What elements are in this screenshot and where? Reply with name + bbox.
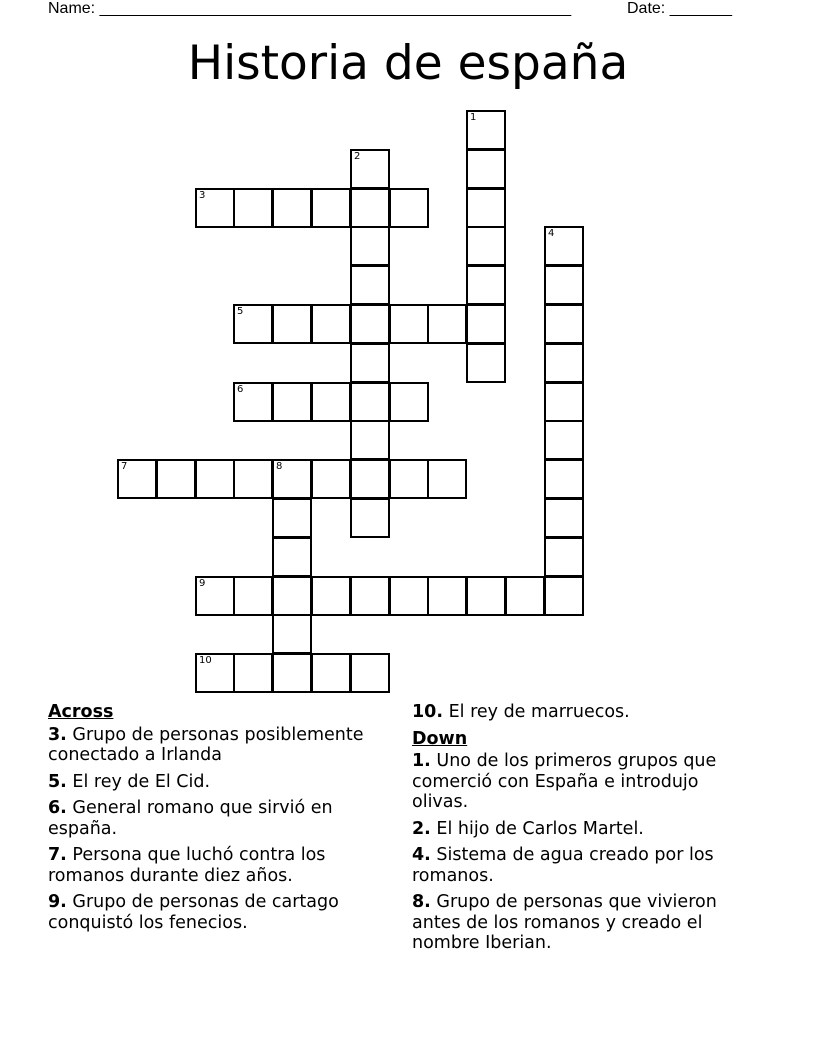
crossword-cell[interactable] [272, 653, 312, 693]
clue-text: El rey de El Cid. [72, 771, 211, 792]
cell-number: 3 [199, 190, 206, 201]
crossword-cell[interactable] [544, 343, 584, 383]
crossword-cell[interactable] [311, 304, 351, 344]
clue-down-8 [412, 892, 757, 954]
crossword-cell[interactable] [466, 110, 506, 150]
clue-across-6 [48, 798, 398, 839]
cell-number: 9 [199, 578, 206, 589]
across-heading: Across [48, 702, 114, 722]
crossword-cell[interactable] [350, 459, 390, 499]
crossword-cell[interactable] [350, 343, 390, 383]
clue-text: Persona que luchó contra los romanos durante diez años. [48, 845, 326, 886]
clue-across-9 [48, 892, 398, 933]
crossword-cell[interactable] [544, 498, 584, 538]
crossword-cell[interactable] [272, 459, 312, 499]
crossword-cell[interactable] [350, 498, 390, 538]
clue-across-7 [48, 845, 398, 886]
crossword-cell[interactable] [195, 576, 235, 616]
crossword-cell[interactable] [350, 576, 390, 616]
crossword-cell[interactable] [466, 576, 506, 616]
cell-number: 2 [354, 151, 361, 162]
cell-number: 10 [199, 655, 212, 666]
crossword-cell[interactable] [272, 382, 312, 422]
crossword-cell[interactable] [389, 304, 429, 344]
crossword-cell[interactable] [350, 382, 390, 422]
crossword-cell[interactable] [272, 614, 312, 654]
crossword-cell[interactable] [466, 188, 506, 228]
clue-down-4 [412, 845, 757, 886]
crossword-cell[interactable] [311, 653, 351, 693]
crossword-cell[interactable] [466, 304, 506, 344]
clue-number: 7. [48, 845, 67, 865]
crossword-cell[interactable] [233, 188, 273, 228]
crossword-cell[interactable] [389, 188, 429, 228]
crossword-cell[interactable] [195, 653, 235, 693]
down-heading: Down [412, 728, 468, 749]
crossword-cell[interactable] [466, 343, 506, 383]
crossword-cell[interactable] [466, 226, 506, 266]
crossword-cell[interactable] [311, 382, 351, 422]
clue-number: 8. [412, 892, 431, 912]
clue-text: El hijo de Carlos Martel. [436, 818, 644, 839]
cell-number: 1 [470, 112, 477, 123]
cell-number: 5 [237, 306, 244, 317]
crossword-cell[interactable] [233, 459, 273, 499]
crossword-cell[interactable] [272, 576, 312, 616]
crossword-cell[interactable] [195, 188, 235, 228]
crossword-cell[interactable] [350, 653, 390, 693]
crossword-cell[interactable] [272, 537, 312, 577]
crossword-cell[interactable] [544, 420, 584, 460]
crossword-cell[interactable] [389, 382, 429, 422]
crossword-cell[interactable] [544, 265, 584, 305]
crossword-cell[interactable] [350, 265, 390, 305]
crossword-cell[interactable] [272, 498, 312, 538]
crossword-cell[interactable] [466, 265, 506, 305]
crossword-cell[interactable] [389, 576, 429, 616]
date-field-label: Date: _______ [627, 0, 732, 17]
crossword-cell[interactable] [544, 304, 584, 344]
crossword-cell[interactable] [466, 149, 506, 189]
crossword-cell[interactable] [350, 188, 390, 228]
clue-number: 2. [412, 818, 431, 839]
clue-number: 3. [48, 724, 67, 745]
crossword-cell[interactable] [311, 459, 351, 499]
cell-number: 8 [276, 461, 283, 472]
crossword-cell[interactable] [544, 537, 584, 577]
crossword-cell[interactable] [233, 382, 273, 422]
cell-number: 6 [237, 384, 244, 395]
clue-text: Uno de los primeros grupos que comerció con España e introdujo olivas. [412, 751, 717, 812]
clue-text: El rey de marruecos. [448, 702, 630, 722]
crossword-cell[interactable] [350, 226, 390, 266]
crossword-cell[interactable] [544, 382, 584, 422]
crossword-cell[interactable] [427, 304, 467, 344]
crossword-cell[interactable] [117, 459, 157, 499]
cell-number: 4 [548, 228, 555, 239]
crossword-cell[interactable] [233, 304, 273, 344]
clue-text: General romano que sirvió en españa. [48, 798, 333, 839]
clue-text: Grupo de personas que vivieron antes de los romanos y creado el nombre Iberian. [412, 892, 717, 953]
crossword-cell[interactable] [427, 459, 467, 499]
clues-right-column [412, 702, 757, 960]
clue-down-1 [412, 751, 757, 813]
cell-number: 7 [121, 461, 128, 472]
clue-across-3 [48, 725, 398, 766]
crossword-cell[interactable] [544, 576, 584, 616]
clue-across-5 [48, 772, 398, 793]
crossword-cell[interactable] [233, 653, 273, 693]
crossword-cell[interactable] [350, 149, 390, 189]
crossword-cell[interactable] [195, 459, 235, 499]
crossword-cell[interactable] [505, 576, 545, 616]
clue-down-2 [412, 819, 757, 840]
crossword-cell[interactable] [350, 420, 390, 460]
worksheet-header [0, 0, 816, 24]
crossword-cell[interactable] [311, 576, 351, 616]
clue-across-10 [412, 702, 757, 723]
crossword-cell[interactable] [350, 304, 390, 344]
clue-number: 1. [412, 751, 431, 771]
page-title: Historia de españa [187, 36, 629, 91]
clue-text: Sistema de agua creado por los romanos. [412, 845, 714, 886]
clue-number: 6. [48, 798, 67, 818]
crossword-cell[interactable] [544, 226, 584, 266]
crossword-cell[interactable] [311, 188, 351, 228]
crossword-cell[interactable] [544, 459, 584, 499]
name-field-label: Name: _____________________________________________________ [48, 0, 572, 17]
clue-text: Grupo de personas de cartago conquistó los fenecios. [48, 892, 339, 933]
crossword-cell[interactable] [156, 459, 196, 499]
clue-number: 9. [48, 892, 67, 912]
clue-number: 5. [48, 771, 67, 792]
crossword-cell[interactable] [272, 188, 312, 228]
clue-text: Grupo de personas posiblemente conectado a Irlanda [48, 724, 364, 765]
crossword-cell[interactable] [427, 576, 467, 616]
clue-number: 10. [412, 702, 444, 722]
clues-left-column [48, 702, 398, 939]
crossword-cell[interactable] [272, 304, 312, 344]
crossword-cell[interactable] [389, 459, 429, 499]
crossword-cell[interactable] [233, 576, 273, 616]
clue-number: 4. [412, 845, 431, 865]
